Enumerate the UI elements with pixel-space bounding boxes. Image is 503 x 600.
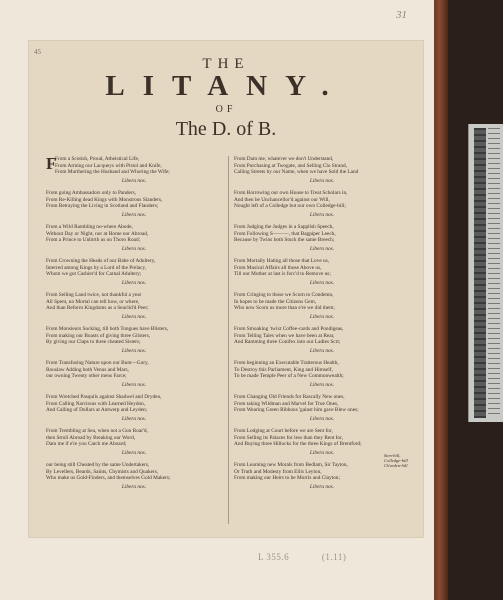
verse-line: From Telling Tales when we have been at Rear, (234, 332, 335, 339)
verse-line: Calling Streets by our Name, when we have Sold the Land (234, 169, 359, 175)
verse-line: From Re-Killing dead Kings with Monstrous Slanders, (46, 196, 163, 203)
refrain-libera-nos: Libera nos. (309, 381, 335, 388)
left-stanza (46, 428, 222, 448)
verse-line: By Levellers, Beards, Saints, Chymists and Quakers, (46, 468, 159, 475)
refrain-libera-nos: Libera nos. (121, 279, 147, 286)
refrain-libera-nos: Libera nos. (309, 211, 335, 218)
verse-line: From making our Boasts of giving three Glisters, (46, 332, 151, 339)
verse-line: From Calling Narcissus with Learned Heydon, (46, 400, 146, 407)
verse-line: And Calling of Dollars at Antwerp and Leyden; (46, 407, 148, 413)
verse-line: From Purchasing at Twogate, and Selling Clo Strand, (234, 162, 347, 169)
verse-line: From Judging the Judges in a Sapplish Speech, (234, 224, 334, 230)
right-stanza (234, 224, 410, 244)
right-stanza (234, 394, 410, 414)
verse-line: And then be Unchancellor'd against our Will, (234, 196, 330, 203)
refrain-libera-nos: Libera nos. (309, 347, 335, 354)
column-divider (228, 156, 229, 524)
refrain-libera-nos: Libera nos. (121, 449, 147, 456)
verse-line: From making our Heirs to be Morris and Clayton; (234, 475, 340, 481)
right-stanza (234, 360, 410, 380)
verse-line: From Trembling at Sea, when not a Gun Roar'd, (46, 428, 148, 434)
verse-line: From Changing Old Friends for Rascally New ones, (234, 394, 345, 400)
catalog-note (258, 552, 346, 562)
album-binding-edge (434, 0, 448, 600)
refrain-libera-nos: Libera nos. (309, 449, 335, 456)
verse-line: From a Wild Rambling no-where Abode, (46, 224, 133, 230)
left-stanza (46, 326, 222, 346)
refrain-libera-nos: Libera nos. (121, 313, 147, 320)
verse-line: Nought left of a Colledge but our own Colledge-bill; (234, 203, 346, 209)
verse-line: Without Day or Night, nor at Home nor Abroad, (46, 230, 149, 237)
ruler-ticks (488, 128, 500, 418)
verse-line: From Crowning the Heads of our Babe of Adultery, (46, 258, 156, 264)
color-bar (474, 128, 486, 418)
right-stanza (234, 428, 410, 448)
refrain-libera-nos: Libera nos. (309, 245, 335, 252)
title-litany: LITANY. (105, 70, 347, 102)
verse-line: From going Ambassadors only to Panders, (46, 190, 137, 196)
left-stanza (46, 360, 222, 380)
verse-line: And than Reform Kingdoms as a Seaclid'd Peer; (46, 305, 149, 311)
refrain-libera-nos: Libera nos. (121, 381, 147, 388)
verse-line: From a Scotish, Proud, Atheistical Life, (55, 156, 140, 162)
refrain-libera-nos: Libera nos. (309, 313, 335, 320)
refrain-libera-nos: Libera nos. (121, 177, 147, 184)
verse-line: From Following S———, that Bagpiper Leech, (234, 230, 336, 237)
verse-line: From Borrowing our own House to Treat Scholars in, (234, 190, 348, 196)
right-stanza (234, 258, 410, 278)
verse-line: In hopes to be made the Citizens Gem, (234, 298, 317, 305)
verse-line: From Monsieurs Sucking, till both Tongues have Blisters, (46, 326, 169, 332)
left-stanza (46, 462, 222, 482)
verse-line: From Dam me, whatever we don't Understand, (234, 156, 334, 162)
verse-line: From Wretched Pasquils against Shadwel and Dryden, (46, 394, 162, 400)
left-stanza (46, 394, 222, 414)
verse-line: Or Truth and Modesty from Ellis Leyton, (234, 468, 322, 475)
drop-cap: F (46, 154, 57, 173)
verse-line: From Musical Affairs all those Above us, (234, 264, 322, 271)
title-subject: The D. of B. (175, 118, 277, 140)
left-stanza (46, 224, 222, 244)
verse-line: And Ramming three Conifex into our Ladies Scrt; (234, 339, 341, 345)
verse-line: our being still Cheated by the same Undertakers, (46, 462, 150, 468)
margin-mark: 45 (34, 48, 41, 56)
verse-line: From Arming our Lacqueys with Pistol and Knife, (55, 162, 162, 169)
right-stanza (234, 326, 410, 346)
verse-line: Till our Mother at last is forc'd to Remove us; (234, 271, 331, 277)
refrain-libera-nos: Libera nos. (309, 177, 335, 184)
verse-line: our owning Twenty other mens Farce; (46, 373, 127, 379)
right-stanza (234, 292, 410, 312)
refrain-libera-nos: Libera nos. (121, 483, 147, 490)
refrain-libera-nos: Libera nos. (121, 211, 147, 218)
refrain-libera-nos: Libera nos. (121, 415, 147, 422)
title-of: OF (215, 104, 237, 115)
verse-line: Who make us Gold-Finders, and themselves Gold Makers; (46, 475, 171, 481)
verse-line: To Destroy this Parliament, King and Himself, (234, 366, 333, 373)
verse-line: From Transfusing Nature upon our Bum—Gory, (46, 360, 149, 366)
refrain-libera-nos: Libera nos. (309, 415, 335, 422)
left-stanza (46, 292, 222, 312)
verse-line: From Murthering the Husband and Whoring the Wife; (55, 169, 170, 175)
right-stanza (234, 156, 410, 176)
catalog-number: L 355.6 (258, 552, 290, 562)
left-stanza (46, 190, 222, 210)
verse-line: From Mortally Hating all those that Love us, (234, 258, 330, 264)
verse-line: Interred among Kings by a Lord of the Prelacy, (46, 264, 147, 271)
verse-line: Who now Scorn us more than e're we did them; (234, 305, 335, 311)
verse-line: And Buying three Hillocks for the three Kings of Brentford; (234, 441, 362, 447)
verse-line: From taking Wildman and Marvel for True Ones, (234, 400, 339, 407)
left-stanza (46, 258, 222, 278)
verse-line: All Spent, no Mortal can tell how, or where, (46, 298, 140, 305)
verse-line: From a Prince to Unbirth us on Thoro Road; (46, 237, 141, 243)
verse-line: From Betraying the Living in Scotland and Flanders; (46, 203, 159, 209)
verse-line: From beginning an Executable Traiterous Health, (234, 360, 339, 366)
margin-note: Sten-hill, Colledge-hill Cliveden-hill (384, 453, 408, 468)
verse-line: From Learning new Morals from Bedlam, Sir Tayton, (234, 462, 348, 468)
left-column (46, 156, 222, 496)
title-the: THE (202, 56, 250, 72)
catalog-sequence: (1.11) (321, 552, 347, 562)
verse-line: Dam me if e're you Catch me Aboard; (46, 441, 127, 447)
verse-line: From Smoaking 'twixt Coffee-cards and Pondigeas, (234, 326, 344, 332)
refrain-libera-nos: Libera nos. (121, 347, 147, 354)
verse-line: then Stroll Abroad by Breaking our Word, (46, 434, 136, 441)
verse-line: By giving our Claps to three cheated Sisters; (46, 339, 141, 345)
right-column (234, 156, 410, 496)
left-stanza (46, 156, 222, 176)
refrain-libera-nos: Libera nos. (121, 245, 147, 252)
refrain-libera-nos: Libera nos. (309, 279, 335, 286)
right-stanza (234, 190, 410, 210)
verse-line: From Selling Land twice, not thankful a year (46, 292, 142, 298)
verse-line: From Wearing Green Ribbons 'gainst him gave Blew ones; (234, 407, 359, 413)
refrain-libera-nos: Libera nos. (309, 483, 335, 490)
verse-line: Whom we got Cashier'd for Carnal Adultery; (46, 271, 142, 277)
verse-line: From Selling its Palaces for less than they Rent for, (234, 434, 343, 441)
broadside-sheet (28, 40, 424, 538)
verse-line: Rouslaw Adding both Venus and Mars, (46, 366, 129, 373)
verse-line: To be made Temple Peer of a New Commonwealth; (234, 373, 344, 379)
verse-line: From Cringing to those we Scorn to Condemn, (234, 292, 334, 298)
folio-number: 31 (396, 9, 407, 21)
verse-line: From Lodging at Court before we are Sent for, (234, 428, 333, 434)
verse-line: Because by Twins both Stuck the same Breech; (234, 237, 335, 243)
